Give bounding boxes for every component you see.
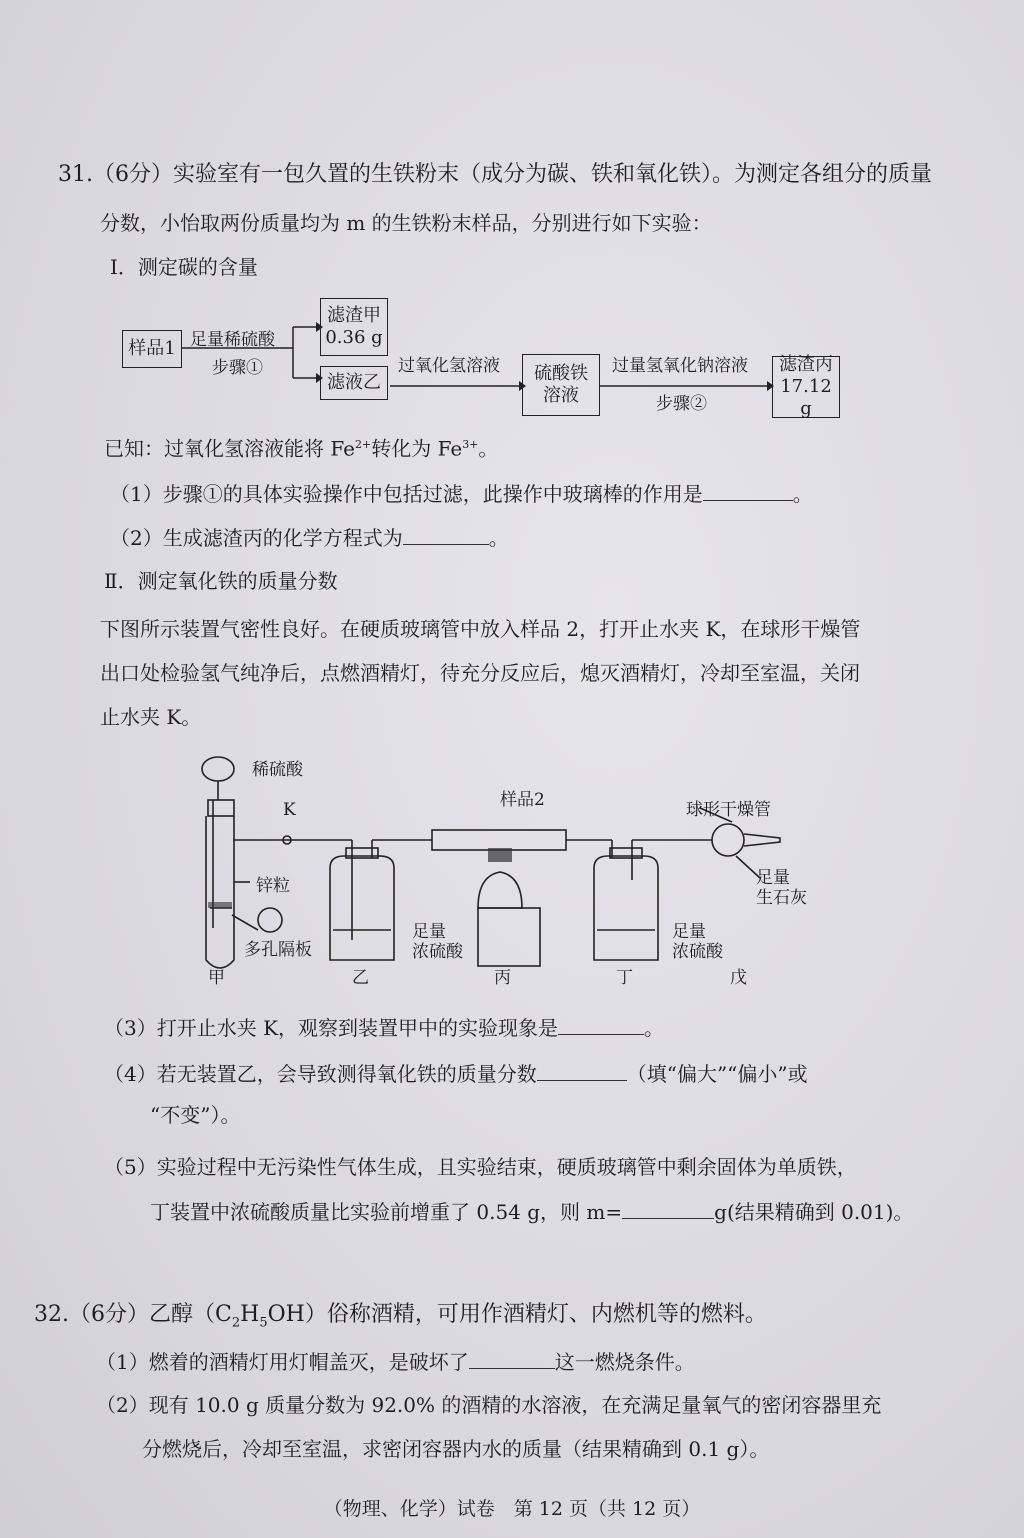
- test-tube: [206, 816, 234, 968]
- label-yi: 乙: [352, 968, 369, 988]
- q31-sub2: （2）生成滤渣丙的化学方程式为 。: [110, 522, 509, 553]
- bottle-ding: [594, 856, 658, 960]
- label-reagent2: 过氧化氢溶液: [398, 356, 500, 376]
- label-zinc: 锌粒: [256, 876, 290, 896]
- answer-blank-6[interactable]: [469, 1346, 555, 1369]
- separatory-funnel: [202, 757, 234, 781]
- part2-desc-line1: 下图所示装置气密性良好。在硬质玻璃管中放入样品 2，打开止水夹 K，在球形干燥管: [100, 617, 861, 641]
- q32-header: 32.（6分）乙醇$(C_2H_5OH)$俗称酒精，可用作酒精灯、内燃机等的燃料。: [34, 1302, 767, 1331]
- answer-blank-5[interactable]: [622, 1196, 714, 1219]
- label-wu: 戊: [730, 968, 747, 988]
- residue-a-label: 滤渣甲: [327, 305, 381, 326]
- alcohol-lamp: [478, 872, 522, 908]
- label-ding-reagent: 足量 浓硫酸: [672, 922, 723, 962]
- bottle-yi: [330, 856, 394, 960]
- porous-plate-icon: [258, 908, 282, 932]
- label-ding: 丁: [616, 968, 633, 988]
- q31-sub4-line2: “不变”）。: [150, 1103, 241, 1127]
- q32-sub2-line2: 分燃烧后，冷却至室温，求密闭容器内水的质量（结果精确到 0.1 g）。: [142, 1437, 770, 1461]
- label-bing: 丙: [494, 968, 511, 988]
- part1-title: Ⅰ．测定碳的含量: [110, 255, 258, 279]
- known-note: 已知：过氧化氢溶液能将 $Fe^{2+}$转化为 $Fe^{3+}$。: [104, 436, 499, 461]
- label-dilute-acid: 稀硫酸: [252, 760, 303, 780]
- residue-c-label: 滤渣丙: [779, 354, 833, 375]
- box-filtrate-b: 滤液乙: [320, 366, 388, 400]
- q31-sub5-line2: 丁装置中浓硫酸质量比实验前增重了 0.54 g，则 m= g(结果精确到 0.01)。: [150, 1196, 913, 1227]
- q31-sub5: （5）实验过程中无污染性气体生成，且实验结束，硬质玻璃管中剩余固体为单质铁，: [104, 1155, 857, 1179]
- label-jia: 甲: [208, 968, 225, 988]
- box-sample1: 样品1: [122, 330, 182, 368]
- label-clamp-k: K: [283, 800, 296, 820]
- ferric-sulfate-line1: 硫酸铁: [534, 363, 588, 384]
- q31-header: 31.（6分）实验室有一包久置的生铁粉末（成分为碳、铁和氧化铁）。为测定各组分的质量: [58, 162, 932, 187]
- drying-tube: [712, 824, 744, 856]
- label-step2: 步骤②: [656, 394, 707, 414]
- answer-blank-4[interactable]: [537, 1058, 627, 1081]
- hard-glass-tube: [432, 830, 566, 850]
- part2-title: Ⅱ．测定氧化铁的质量分数: [104, 569, 338, 593]
- label-drying-tube: 球形干燥管: [686, 800, 771, 820]
- label-reagent3: 过量氢氧化钠溶液: [612, 356, 748, 376]
- part2-desc-line3: 止水夹 K。: [100, 705, 202, 729]
- q31-intro-line2: 分数，小怡取两份质量均为 m 的生铁粉末样品，分别进行如下实验：: [100, 211, 712, 235]
- label-yi-reagent: 足量 浓硫酸: [412, 922, 463, 962]
- answer-blank-3[interactable]: [558, 1012, 644, 1035]
- q32-sub2: （2）现有 10.0 g 质量分数为 92.0% 的酒精的水溶液，在充满足量氧气的密闭容器里充: [96, 1393, 882, 1417]
- label-reagent1: 足量稀硫酸: [190, 330, 275, 350]
- q31-sub3: （3）打开止水夹 K，观察到装置甲中的实验现象是 。: [104, 1012, 664, 1043]
- label-quicklime: 足量 生石灰: [756, 868, 807, 908]
- q31-sub1: （1）步骤①的具体实验操作中包括过滤，此操作中玻璃棒的作用是 。: [110, 478, 813, 509]
- part2-desc-line2: 出口处检验氢气纯净后，点燃酒精灯，待充分反应后，熄灭酒精灯，冷却至室温，关闭: [100, 661, 860, 685]
- label-porous-plate: 多孔隔板: [244, 940, 312, 960]
- label-step1: 步骤①: [212, 358, 263, 378]
- ferric-sulfate-line2: 溶液: [543, 385, 579, 406]
- q31-sub4: （4）若无装置乙，会导致测得氧化铁的质量分数 （填“偏大”“偏小”或: [104, 1058, 808, 1089]
- residue-a-mass: 0.36 g: [325, 327, 383, 348]
- q32-sub1: （1）燃着的酒精灯用灯帽盖灭，是破坏了 这一燃烧条件。: [96, 1346, 695, 1377]
- residue-c-mass: 17.12 g: [780, 376, 832, 419]
- page-footer: （物理、化学）试卷 第 12 页（共 12 页）: [323, 1498, 701, 1520]
- label-sample2: 样品2: [500, 790, 545, 810]
